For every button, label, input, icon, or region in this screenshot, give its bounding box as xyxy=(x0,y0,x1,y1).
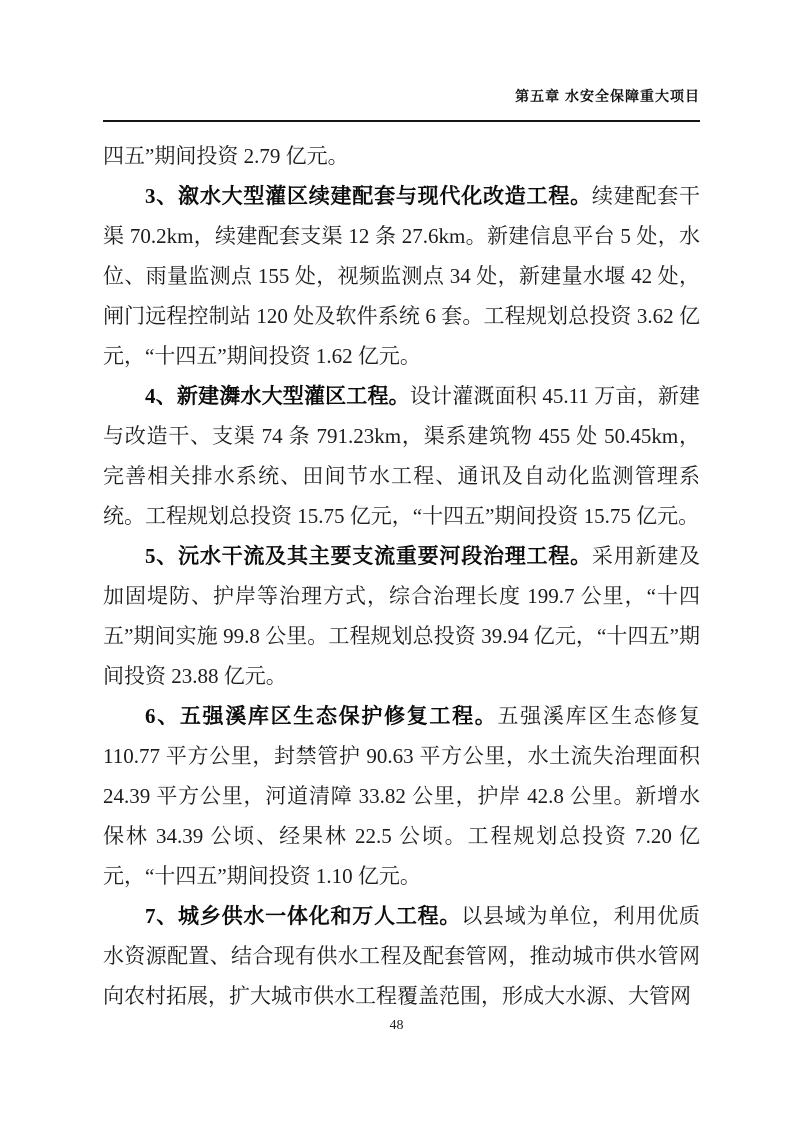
paragraph-text: 续建配套干渠 70.2km，续建配套支渠 12 条 27.6km。新建信息平台 5 处，水位、雨量监测点 155 处，视频监测点 34 处，新建量水堰 42 处，闸门远程控制站 120 处及软件系统 6 套。工程规划总投资 3.62 亿元，“十四五”期间投资 1.62 亿元。 xyxy=(103,184,701,368)
paragraph-text: 以县域为单位，利用优质水资源配置、结合现有供水工程及配套管网，推动城市供水管网向农村拓展，扩大城市供水工程覆盖范围，形成大水源、大管网 xyxy=(103,904,701,1008)
paragraph xyxy=(103,696,700,896)
paragraph-lead: 7、城乡供水一体化和万人工程。 xyxy=(145,904,462,928)
paragraph-text: 五强溪库区生态修复 110.77 平方公里，封禁管护 90.63 平方公里，水土流失治理面积 24.39 平方公里，河道清障 33.82 公里，护岸 42.8 公里。新增水保林 34.39 公顷、经果林 22.5 公顷。工程规划总投资 7.20 亿元，“十四五”期间投资 1.10 亿元。 xyxy=(103,704,700,888)
page-number: 48 xyxy=(389,1018,404,1033)
chapter-title: 第五章 水安全保障重大项目 xyxy=(515,88,700,104)
paragraph xyxy=(103,896,700,1016)
paragraph xyxy=(103,136,700,176)
paragraph-text: 设计灌溉面积 45.11 万亩，新建与改造干、支渠 74 条 791.23km，渠系建筑物 455 处 50.45km，完善相关排水系统、田间节水工程、通讯及自动化监测管理系统。工程规划总投资 15.75 亿元，“十四五”期间投资 15.75 亿元。 xyxy=(103,384,700,528)
header-rule xyxy=(103,120,700,122)
paragraph-lead: 3、溆水大型灌区续建配套与现代化改造工程。 xyxy=(145,184,592,208)
document-body xyxy=(103,136,700,1016)
paragraph-lead: 5、沅水干流及其主要支流重要河段治理工程。 xyxy=(145,544,592,568)
paragraph-lead: 6、五强溪库区生态保护修复工程。 xyxy=(145,704,498,728)
paragraph-text: 四五”期间投资 2.79 亿元。 xyxy=(103,144,349,168)
paragraph xyxy=(103,376,700,536)
paragraph xyxy=(103,536,700,696)
paragraph-text: 采用新建及加固堤防、护岸等治理方式，综合治理长度 199.7 公里，“十四五”期间实施 99.8 公里。工程规划总投资 39.94 亿元，“十四五”期间投资 23.88 亿元。 xyxy=(103,544,701,688)
running-header xyxy=(103,86,700,106)
page-footer xyxy=(0,1018,793,1034)
paragraph-lead: 4、新建㵲水大型灌区工程。 xyxy=(145,384,410,408)
paragraph xyxy=(103,176,700,376)
